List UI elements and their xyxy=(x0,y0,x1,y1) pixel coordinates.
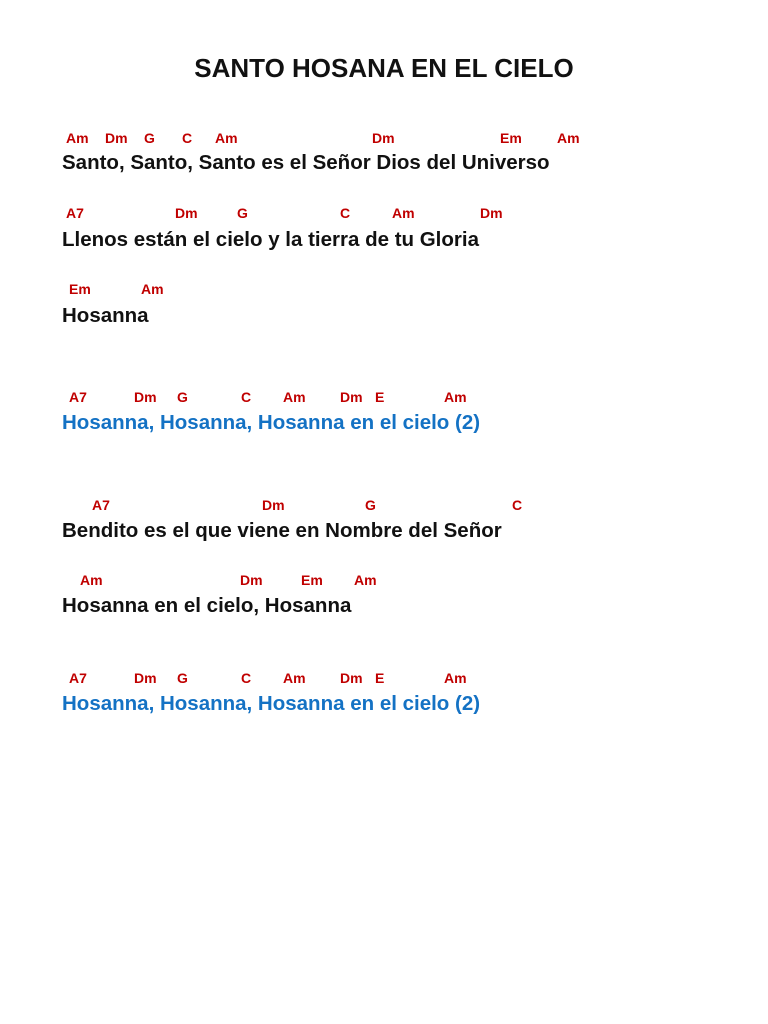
chord: Dm xyxy=(134,389,157,405)
chord: C xyxy=(241,670,252,686)
song-title: SANTO HOSANA EN EL CIELO xyxy=(194,53,574,83)
chord-line xyxy=(62,204,742,222)
chord: Dm xyxy=(105,130,128,146)
chord: G xyxy=(177,670,188,686)
chord: Em xyxy=(301,572,323,588)
chord-line xyxy=(62,496,742,514)
chord: Dm xyxy=(372,130,395,146)
chord: A7 xyxy=(69,389,87,405)
chord: Am xyxy=(444,670,467,686)
lyric-line: Bendito es el que viene en Nombre del Señor xyxy=(62,519,502,542)
chord: Am xyxy=(557,130,580,146)
chord: Am xyxy=(80,572,103,588)
chord: Dm xyxy=(175,205,198,221)
chorus-line: Hosanna, Hosanna, Hosanna en el cielo (2) xyxy=(62,411,481,434)
lyric-line: Santo, Santo, Santo es el Señor Dios del Universo xyxy=(62,151,550,174)
chord: Am xyxy=(215,130,238,146)
chord-line xyxy=(62,669,742,687)
chord: A7 xyxy=(92,497,110,513)
chord: A7 xyxy=(66,205,84,221)
chord-line xyxy=(62,280,742,298)
chord: C xyxy=(241,389,252,405)
chord: G xyxy=(144,130,155,146)
lyric-line: Hosanna en el cielo, Hosanna xyxy=(62,594,352,617)
chord: G xyxy=(237,205,248,221)
lyric-line: Hosanna xyxy=(62,304,149,327)
chord: G xyxy=(177,389,188,405)
chord: E xyxy=(375,670,385,686)
chord: Dm xyxy=(340,389,363,405)
chord: G xyxy=(365,497,376,513)
chord: Em xyxy=(500,130,522,146)
chord: Am xyxy=(283,389,306,405)
chord: E xyxy=(375,389,385,405)
chorus-line: Hosanna, Hosanna, Hosanna en el cielo (2) xyxy=(62,692,481,715)
chord: Em xyxy=(69,281,91,297)
chord: Dm xyxy=(480,205,503,221)
chord: Am xyxy=(283,670,306,686)
chord: Dm xyxy=(340,670,363,686)
chord-line xyxy=(62,571,742,589)
chord: Am xyxy=(444,389,467,405)
chord: Am xyxy=(141,281,164,297)
chord: C xyxy=(182,130,193,146)
chord: Dm xyxy=(134,670,157,686)
chord: Dm xyxy=(262,497,285,513)
chord: C xyxy=(512,497,523,513)
chord: Dm xyxy=(240,572,263,588)
chord-line xyxy=(62,129,742,147)
chord: Am xyxy=(392,205,415,221)
lyric-line: Llenos están el cielo y la tierra de tu Gloria xyxy=(62,228,479,251)
chord: Am xyxy=(66,130,89,146)
chord: Am xyxy=(354,572,377,588)
chord: C xyxy=(340,205,351,221)
chord-line xyxy=(62,388,742,406)
chord: A7 xyxy=(69,670,87,686)
